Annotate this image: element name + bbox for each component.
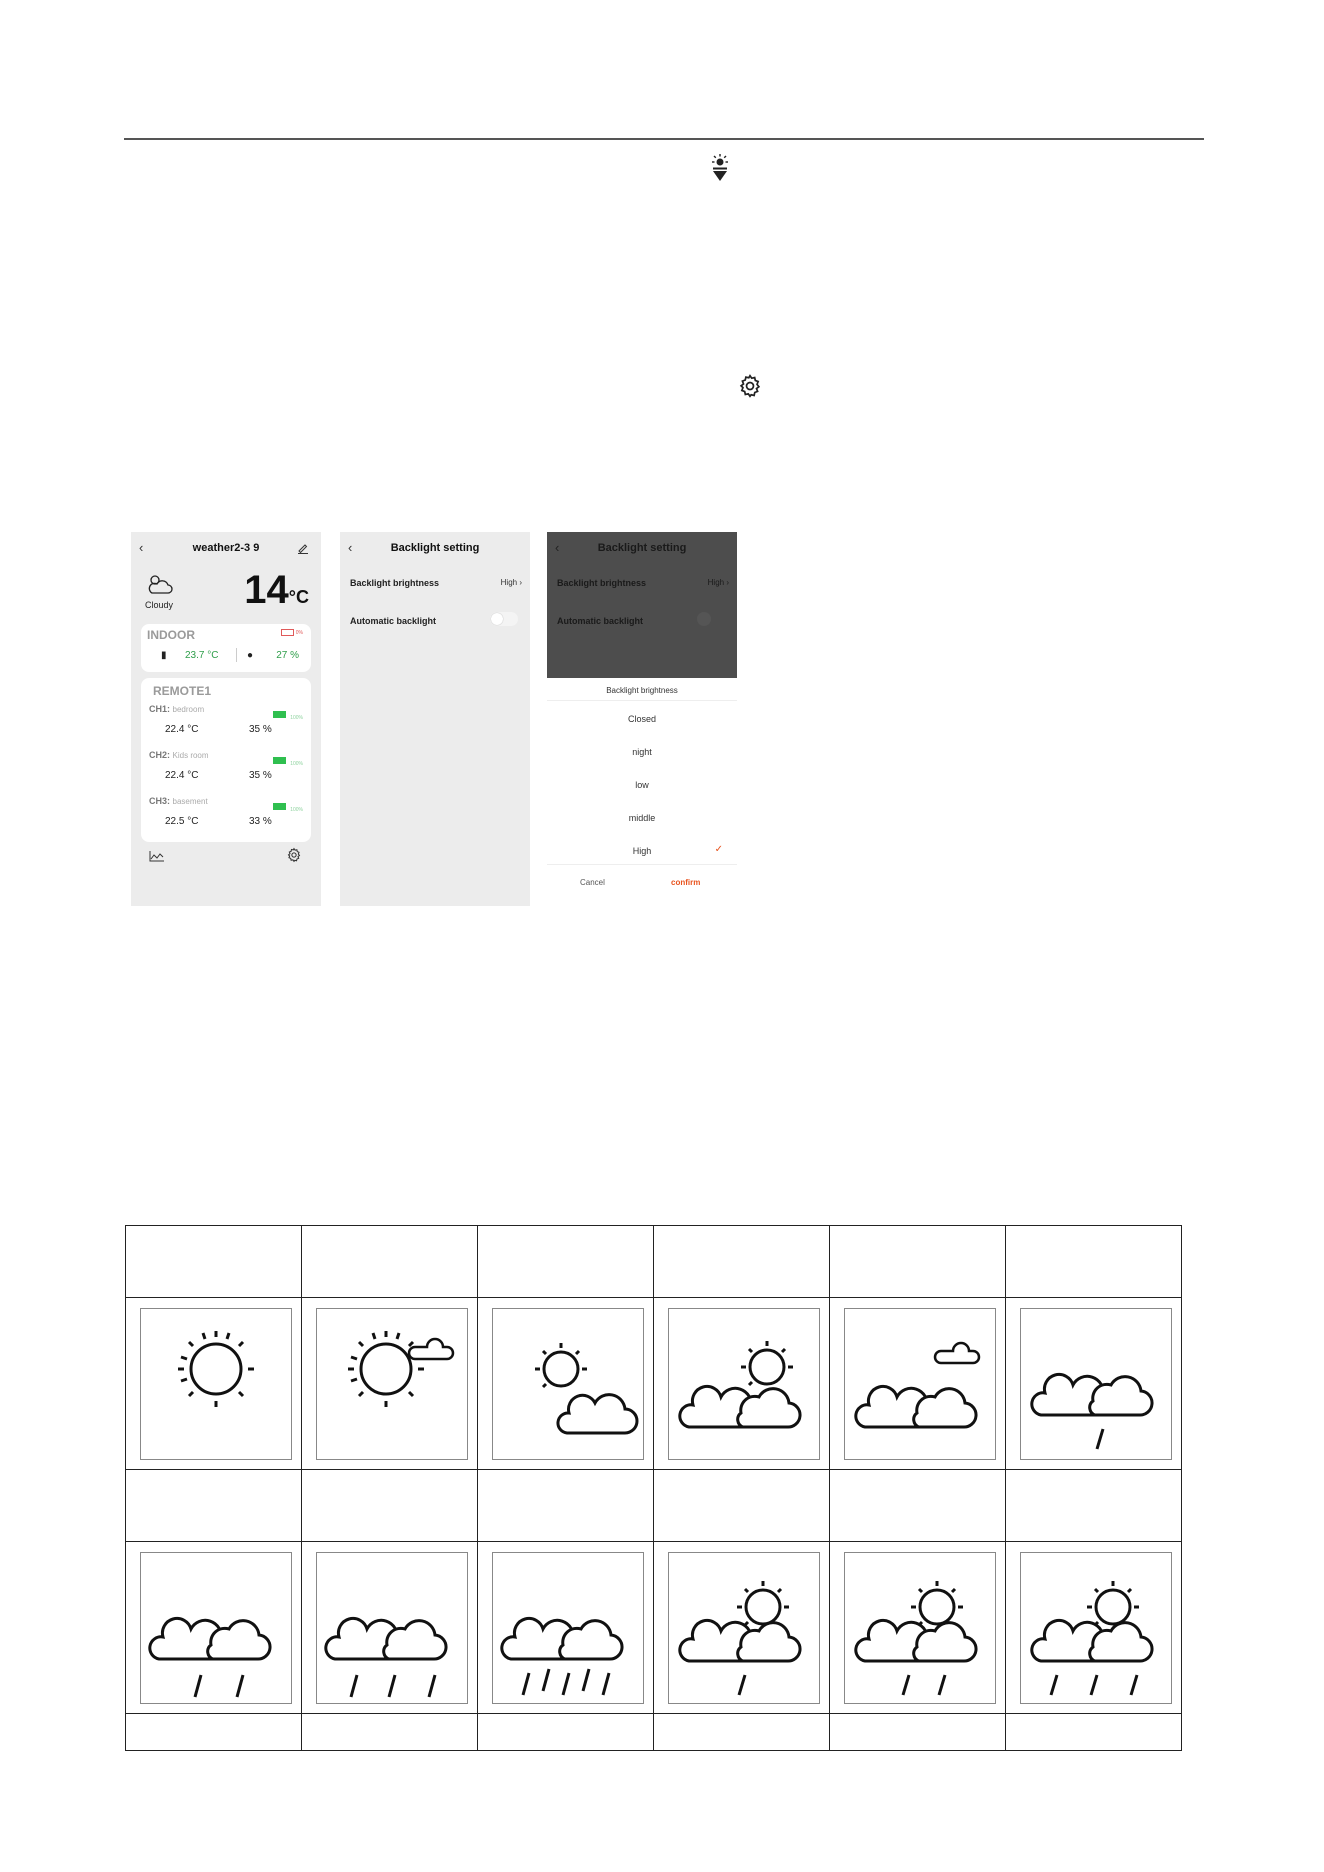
light-rain-icon — [1020, 1308, 1172, 1460]
indoor-temp: 23.7 °C — [185, 650, 219, 661]
mostly-cloudy-icon — [668, 1308, 820, 1460]
sun-rain-icon — [844, 1552, 996, 1704]
channel-3-battery — [273, 798, 303, 816]
channel-name: Kids room — [172, 751, 209, 760]
label-cell — [654, 1714, 830, 1751]
channel-1-temp: 22.4 °C — [165, 724, 199, 735]
option-night[interactable]: night — [632, 747, 652, 757]
cancel-button[interactable]: Cancel — [580, 878, 605, 887]
heavy-rain-icon — [316, 1552, 468, 1704]
icon-row-1 — [126, 1298, 1182, 1470]
auto-backlight-toggle — [697, 612, 711, 626]
channel-3-temp: 22.5 °C — [165, 816, 199, 827]
channel-2-battery — [273, 752, 303, 770]
label-cell — [302, 1226, 478, 1298]
icon-cell — [654, 1298, 830, 1470]
check-icon: ✓ — [714, 844, 723, 855]
channel-2 — [149, 750, 209, 760]
battery-icon — [273, 711, 286, 718]
channel-1 — [149, 704, 204, 714]
device-title: weather2-3 9 — [192, 542, 260, 554]
app-screen-brightness-picker — [547, 532, 737, 906]
option-middle[interactable]: middle — [628, 813, 656, 823]
remote-card[interactable] — [141, 678, 311, 842]
indoor-card[interactable] — [141, 624, 311, 672]
divider — [547, 864, 737, 865]
indoor-label: INDOOR — [147, 628, 195, 642]
label-cell — [1006, 1470, 1182, 1542]
battery-value: 100% — [290, 761, 303, 767]
icon-cell — [1006, 1298, 1182, 1470]
cloudy-icon — [145, 572, 175, 596]
screen-title: Backlight setting — [390, 542, 480, 554]
auto-backlight-toggle[interactable] — [490, 612, 518, 626]
outdoor-temperature — [244, 570, 309, 617]
icon-cell — [302, 1298, 478, 1470]
channel-name: basement — [172, 797, 208, 806]
channel-3 — [149, 796, 208, 806]
sun-heavy-rain-icon — [1020, 1552, 1172, 1704]
auto-backlight-label: Automatic backlight — [350, 616, 437, 626]
sheet-title: Backlight brightness — [606, 686, 678, 695]
backlight-down-icon — [706, 154, 734, 184]
channel-label: CH3: — [149, 796, 171, 806]
label-row — [126, 1226, 1182, 1298]
auto-backlight-label: Automatic backlight — [557, 616, 644, 626]
icon-row-2 — [126, 1542, 1182, 1714]
option-closed[interactable]: Closed — [627, 714, 656, 724]
battery-icon — [273, 803, 286, 810]
label-cell — [126, 1470, 302, 1542]
icon-cell — [126, 1542, 302, 1714]
back-icon[interactable]: ‹ — [139, 540, 144, 555]
rain-icon — [140, 1552, 292, 1704]
label-cell — [126, 1226, 302, 1298]
icon-cell — [126, 1298, 302, 1470]
sunny-small-cloud-icon — [316, 1308, 468, 1460]
icon-cell — [302, 1542, 478, 1714]
thermometer-icon: ▮ — [161, 650, 167, 661]
indoor-battery — [281, 629, 303, 636]
humidity-icon: ● — [247, 650, 254, 661]
sun-shower-icon — [668, 1552, 820, 1704]
gear-icon — [737, 373, 763, 399]
chart-icon[interactable] — [149, 850, 165, 862]
channel-1-humidity: 35 % — [249, 724, 272, 735]
edit-icon[interactable] — [297, 542, 309, 554]
brightness-sheet — [547, 678, 737, 906]
sunny-icon — [140, 1308, 292, 1460]
icon-cell — [830, 1542, 1006, 1714]
channel-2-humidity: 35 % — [249, 770, 272, 781]
channel-label: CH2: — [149, 750, 171, 760]
icon-cell — [478, 1542, 654, 1714]
label-cell — [830, 1226, 1006, 1298]
header-rule — [124, 138, 1204, 140]
brightness-value[interactable]: High › — [500, 578, 522, 587]
back-icon[interactable]: ‹ — [555, 540, 560, 555]
divider — [547, 700, 737, 701]
channel-name: bedroom — [172, 705, 205, 714]
label-cell — [830, 1470, 1006, 1542]
battery-icon — [273, 757, 286, 764]
icon-cell — [830, 1298, 1006, 1470]
icon-cell — [478, 1298, 654, 1470]
label-cell — [302, 1714, 478, 1751]
label-cell — [302, 1470, 478, 1542]
temp-unit: °C — [288, 587, 309, 607]
divider — [236, 648, 237, 662]
battery-value: 100% — [290, 715, 303, 721]
back-icon[interactable]: ‹ — [348, 540, 353, 555]
label-cell — [830, 1714, 1006, 1751]
label-row — [126, 1714, 1182, 1751]
weather-icon-table — [125, 1225, 1182, 1751]
battery-icon — [281, 629, 294, 636]
channel-2-temp: 22.4 °C — [165, 770, 199, 781]
label-cell — [1006, 1226, 1182, 1298]
dim-overlay — [547, 532, 737, 678]
app-screen-home — [131, 532, 321, 906]
remote-label: REMOTE1 — [153, 684, 212, 698]
brightness-value: High › — [707, 578, 729, 587]
label-cell — [126, 1714, 302, 1751]
label-cell — [478, 1714, 654, 1751]
brightness-value-text: High — [707, 578, 725, 587]
label-cell — [478, 1470, 654, 1542]
cloudy-icon — [844, 1308, 996, 1460]
label-cell — [654, 1470, 830, 1542]
channel-1-battery — [273, 706, 303, 724]
confirm-button[interactable]: confirm — [671, 878, 701, 887]
temp-value: 14 — [244, 568, 289, 612]
icon-cell — [654, 1542, 830, 1714]
channel-label: CH1: — [149, 704, 171, 714]
brightness-label: Backlight brightness — [557, 578, 647, 588]
condition-label: Cloudy — [145, 600, 174, 610]
app-screen-backlight — [340, 532, 530, 906]
indoor-humidity: 27 % — [276, 650, 299, 661]
partly-cloudy-icon — [492, 1308, 644, 1460]
brightness-value-text: High — [500, 578, 518, 587]
channel-3-humidity: 33 % — [249, 816, 272, 827]
storm-rain-icon — [492, 1552, 644, 1704]
indoor-battery-value: 0% — [295, 629, 303, 636]
option-low[interactable]: low — [635, 780, 649, 790]
label-cell — [478, 1226, 654, 1298]
label-row — [126, 1470, 1182, 1542]
brightness-label[interactable]: Backlight brightness — [350, 578, 440, 588]
label-cell — [1006, 1714, 1182, 1751]
screen-title: Backlight setting — [597, 542, 687, 554]
icon-cell — [1006, 1542, 1182, 1714]
settings-gear-icon[interactable] — [286, 847, 302, 863]
battery-value: 100% — [290, 807, 303, 813]
option-high[interactable]: High — [632, 846, 652, 856]
label-cell — [654, 1226, 830, 1298]
